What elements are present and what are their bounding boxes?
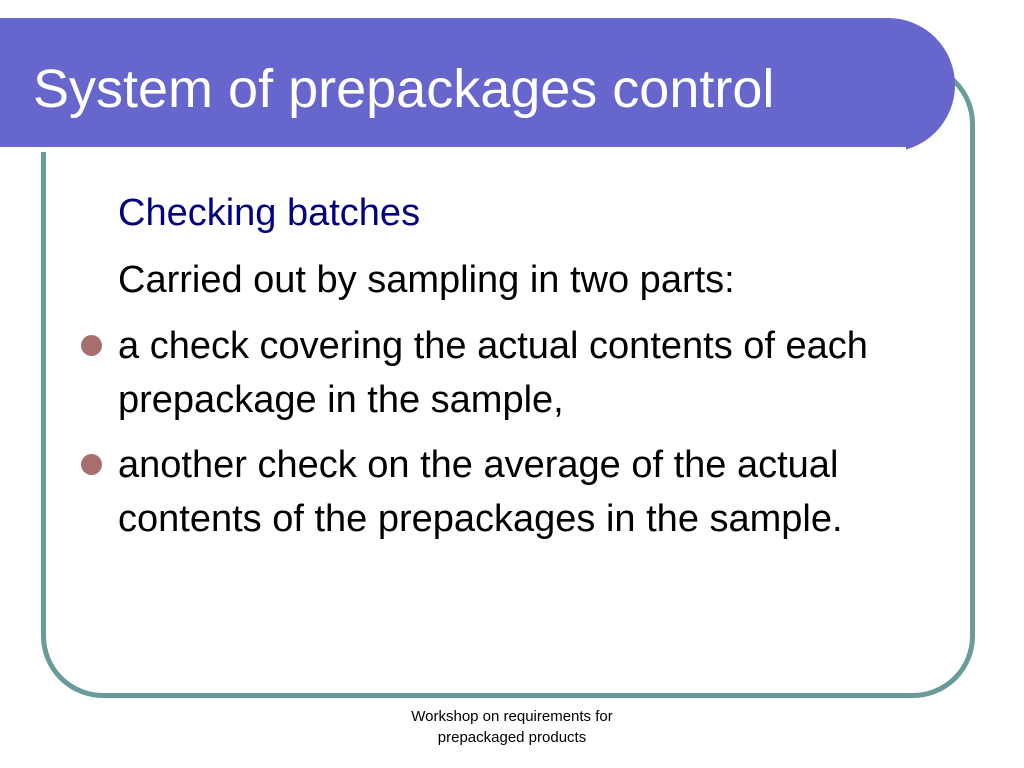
footer-line: prepackaged products: [437, 729, 587, 746]
title-bar: [0, 18, 955, 152]
slide-footer: [369, 706, 655, 748]
bullet-dot-icon: [81, 454, 102, 475]
intro-text: Carried out by sampling in two parts:: [118, 259, 735, 301]
bullet-item: [118, 438, 968, 546]
bullet-item: [118, 319, 968, 427]
title-underline: [0, 147, 906, 152]
bullet-dot-icon: [81, 335, 102, 356]
section-subheading: Checking batches: [118, 192, 421, 234]
footer-line: Workshop on requirements for: [411, 708, 613, 725]
bullet-text: another check on the average of the actual contents of the prepackages in the sample.: [118, 444, 843, 540]
bullet-text: a check covering the actual contents of each prepackage in the sample,: [118, 325, 868, 421]
slide-title: System of prepackages control: [33, 59, 775, 119]
